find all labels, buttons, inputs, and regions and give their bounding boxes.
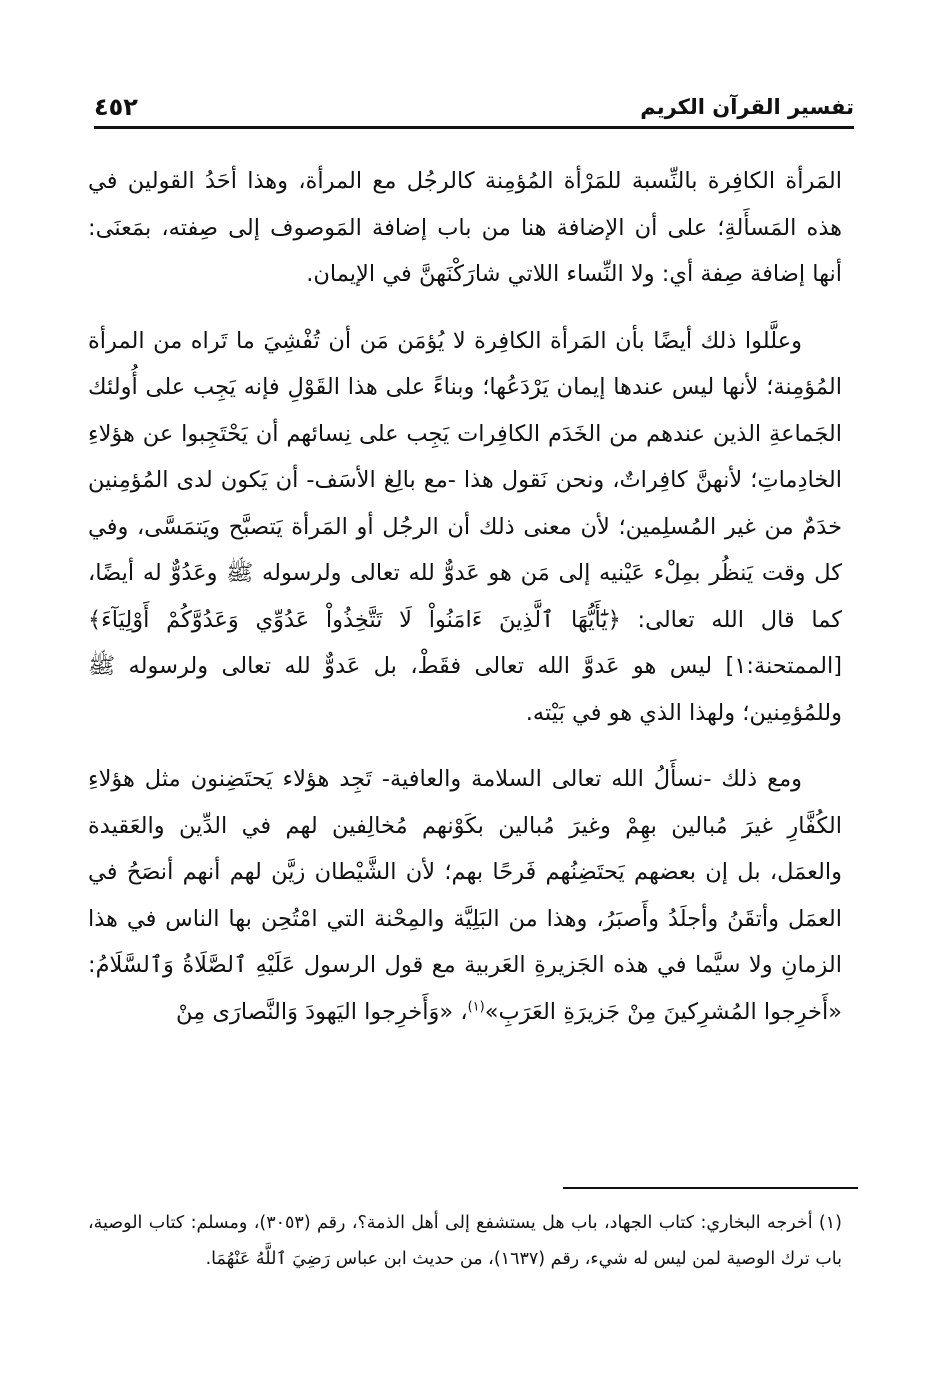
page-header bbox=[94, 92, 854, 126]
paragraph-3-text: ومع ذلك -نسأَلُ الله تعالى السلامة والعافية- تَجِد هؤلاء يَحتَضِنون مثل هؤلاءِ الكُفَّارِ غيرَ مُبالين بهِمْ وغيرَ مُبالين بكَوْنهم مُخالِفين لهم في الدِّين والعَقيدة والعمَل، بل إن بعضهم يَحتَضِنُهم فَرحًا بهم؛ لأن الشَّيْطان زيَّن لهم أنهم أنصَحُ في العمَل وأتقَنُ وأجلَدُ وأَصبَرُ، وهذا من البَلِيَّة والمِحْنة التي امْتُحِن بها الناس في هذا الزمانِ ولا سيَّما في هذه الجَزيرةِ العَربية مع قول الرسول عَلَيْهِ ٱلصَّلَاةُ وَٱلسَّلَامُ: «أَخرِجوا المُشرِكينَ مِنْ جَزيرَةِ العَرَبِ» bbox=[88, 766, 842, 1025]
paragraph-2: وعلَّلوا ذلك أيضًا بأن المَرأة الكافِرة لا يُؤمَن مَن أن تُفْشِيَ ما تَراه من المرأة المُؤمِنة؛ لأنها ليس عندها إيمان يَرْدَعُها؛ وبناءً على هذا القَوْلِ فإنه يَجِب على أُولئك الجَماعةِ الذين عندهم من الخَدَم الكافِرات يَجِب على نِسائهم أن يَحْتَجِبوا عن هؤلاءِ الخادِماتِ؛ لأنهنَّ كافِراتٌ، ونحن نَقول هذا -مع بالِغ الأسَف- أن يَكون لدى المُؤمِنين خدَمٌ من غير المُسلِمين؛ لأن معنى ذلك أن الرجُل أو المَرأة يَتصبَّح ويَتمَسَّى، وفي كل وقت يَنظُر بمِلْء عَيْنيه إلى مَن هو عَدوٌّ لله تعالى ولرسوله ﷺ وعَدُوٌّ له أيضًا، كما قال الله تعالى: ﴿يَٰٓأَيُّهَا ٱلَّذِينَ ءَامَنُواْ لَا تَتَّخِذُواْ عَدُوِّي وَعَدُوَّكُمْ أَوْلِيَآءَ﴾ [الممتحنة:١] ليس هو عَدوَّ الله تعالى فقَطْ، بل عَدوٌّ لله تعالى ولرسوله ﷺ وللمُؤمِنين؛ ولهذا الذي هو في بَيْته. bbox=[88, 327, 842, 726]
footnote-1: (١) أخرجه البخاري: كتاب الجهاد، باب هل يستشفع إلى أهل الذمة؟، رقم (٣٠٥٣)، ومسلم: كتاب الوصية، باب ترك الوصية لمن ليس له شيء، رقم (١٦٣٧)، من حديث ابن عباس رَضِيَ ٱللَّهُ عَنْهُمَا. bbox=[88, 1213, 842, 1269]
page-number: ٤٥٢ bbox=[94, 93, 138, 121]
footnote-separator bbox=[563, 1187, 858, 1189]
paragraph-3-continuation: ، «وَأَخرِجوا اليَهودَ وَالنَّصارَى مِنْ bbox=[176, 998, 468, 1025]
header-rule bbox=[94, 126, 854, 129]
main-text bbox=[88, 158, 842, 1035]
paragraph-1: المَرأة الكافِرة بالنِّسبة للمَرْأة المُؤمِنة كالرجُل مع المرأة، وهذا أحَدُ القولين في هذه المَسأَلةِ؛ على أن الإضافة هنا من باب إضافة المَوصوف إلى صِفته، بمَعنَى: أنها إضافة صِفة أي: ولا النِّساء اللاتي شارَكْنَهنَّ في الإيمان. bbox=[88, 168, 842, 287]
running-title: تفسير القرآن الكريم bbox=[640, 95, 854, 119]
footnotes bbox=[88, 1205, 842, 1277]
paragraph-3 bbox=[88, 756, 842, 1035]
footnote-reference: (١) bbox=[467, 999, 485, 1014]
